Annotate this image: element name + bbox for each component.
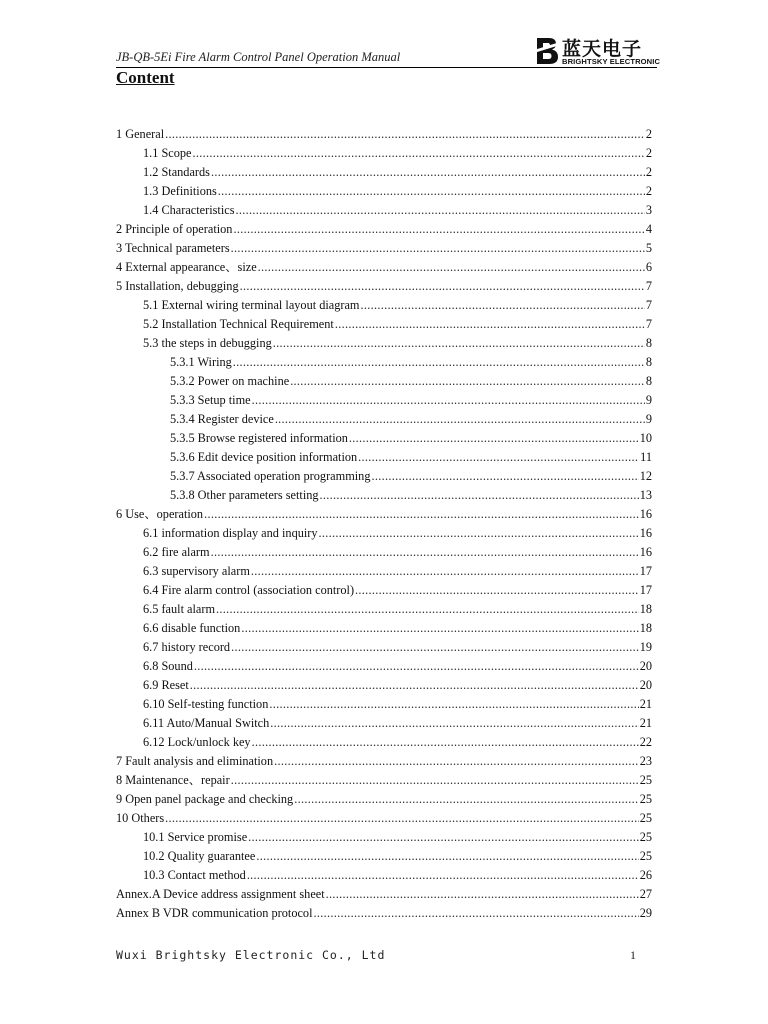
toc-dot-leader: [233, 220, 644, 239]
toc-entry-label: 5.3.4 Register device: [170, 412, 274, 426]
toc-dot-leader: [314, 904, 639, 923]
toc-entry-label: 2 Principle of operation: [116, 222, 233, 236]
toc-entry-page: 20: [639, 678, 652, 692]
toc-entry-label: 6.9 Reset: [143, 678, 189, 692]
toc-entry-page: 7: [645, 298, 652, 312]
toc-entry-label: 5.3.7 Associated operation programming: [170, 469, 371, 483]
toc-entry[interactable]: [116, 391, 652, 410]
toc-entry[interactable]: [116, 277, 652, 296]
toc-entry[interactable]: [116, 771, 652, 790]
toc-dot-leader: [190, 676, 639, 695]
toc-entry-label: Annex.A Device address assignment sheet: [116, 887, 325, 901]
toc-entry-page: 13: [639, 488, 652, 502]
toc-dot-leader: [274, 752, 639, 771]
toc-dot-leader: [290, 372, 645, 391]
toc-entry-label: 6 Use、operation: [116, 507, 204, 521]
toc-entry-label: 1.2 Standards: [143, 165, 210, 179]
toc-entry[interactable]: [116, 258, 652, 277]
toc-entry-page: 2: [645, 127, 652, 141]
toc-entry[interactable]: [116, 828, 652, 847]
toc-entry-page: 19: [639, 640, 652, 654]
toc-dot-leader: [335, 315, 645, 334]
toc-dot-leader: [273, 334, 645, 353]
toc-entry-page: 9: [645, 412, 652, 426]
toc-entry-page: 8: [645, 374, 652, 388]
toc-entry[interactable]: [116, 638, 652, 657]
toc-entry-label: 9 Open panel package and checking: [116, 792, 294, 806]
toc-entry-label: 6.4 Fire alarm control (association control): [143, 583, 355, 597]
toc-entry-label: 5.3.3 Setup time: [170, 393, 251, 407]
toc-entry-page: 25: [639, 849, 652, 863]
toc-entry[interactable]: [116, 524, 652, 543]
toc-dot-leader: [270, 714, 638, 733]
toc-dot-leader: [248, 828, 639, 847]
toc-entry-page: 22: [639, 735, 652, 749]
toc-dot-leader: [294, 790, 639, 809]
toc-entry[interactable]: [116, 486, 652, 505]
toc-entry-page: 16: [639, 545, 652, 559]
brightsky-logo-icon: [534, 36, 560, 66]
toc-dot-leader: [165, 125, 645, 144]
toc-entry[interactable]: [116, 467, 652, 486]
toc-entry[interactable]: [116, 125, 652, 144]
toc-entry[interactable]: [116, 201, 652, 220]
brand-logo: [534, 35, 661, 69]
toc-dot-leader: [326, 885, 639, 904]
toc-entry-label: 3 Technical parameters: [116, 241, 230, 255]
toc-entry-label: 6.5 fault alarm: [143, 602, 216, 616]
toc-entry-page: 3: [645, 203, 652, 217]
toc-entry-page: 16: [639, 526, 652, 540]
toc-entry-label: 5.3.6 Edit device position information: [170, 450, 358, 464]
toc-entry[interactable]: [116, 429, 652, 448]
toc-entry-page: 27: [639, 887, 652, 901]
toc-entry-label: 8 Maintenance、repair: [116, 773, 230, 787]
toc-entry[interactable]: [116, 904, 652, 923]
toc-entry-page: 7: [645, 317, 652, 331]
toc-entry[interactable]: [116, 163, 652, 182]
toc-dot-leader: [252, 733, 639, 752]
toc-dot-leader: [193, 144, 645, 163]
toc-entry-page: 21: [639, 697, 652, 711]
toc-entry-page: 23: [639, 754, 652, 768]
toc-entry-label: 4 External appearance、size: [116, 260, 257, 274]
toc-entry[interactable]: [116, 657, 652, 676]
toc-entry-label: 6.2 fire alarm: [143, 545, 210, 559]
toc-entry[interactable]: [116, 334, 652, 353]
toc-dot-leader: [275, 410, 645, 429]
toc-dot-leader: [355, 581, 639, 600]
toc-dot-leader: [358, 448, 639, 467]
toc-dot-leader: [361, 296, 645, 315]
toc-entry-label: 1 General: [116, 127, 165, 141]
toc-entry-page: 2: [645, 165, 652, 179]
toc-entry-label: 10 Others: [116, 811, 165, 825]
toc-entry-label: 6.8 Sound: [143, 659, 193, 673]
toc-entry-label: Annex B VDR communication protocol: [116, 906, 313, 920]
toc-entry-page: 29: [639, 906, 652, 920]
toc-entry-label: 5.3.1 Wiring: [170, 355, 232, 369]
toc-entry-label: 10.1 Service promise: [143, 830, 248, 844]
toc-entry-page: 26: [639, 868, 652, 882]
toc-entry-label: 7 Fault analysis and elimination: [116, 754, 274, 768]
logo-english-text: BRIGHTSKY ELECTRONIC: [562, 57, 661, 66]
toc-entry-label: 6.7 history record: [143, 640, 231, 654]
toc-entry-label: 5.3 the steps in debugging: [143, 336, 272, 350]
toc-entry-page: 18: [639, 602, 652, 616]
toc-entry[interactable]: [116, 562, 652, 581]
toc-entry-label: 6.1 information display and inquiry: [143, 526, 318, 540]
toc-entry[interactable]: [116, 410, 652, 429]
toc-dot-leader: [256, 847, 638, 866]
toc-entry-page: 8: [645, 336, 652, 350]
toc-entry-label: 5.3.2 Power on machine: [170, 374, 290, 388]
toc-entry-label: 5.1 External wiring terminal layout diagram: [143, 298, 360, 312]
toc-entry[interactable]: [116, 448, 652, 467]
toc-dot-leader: [320, 486, 639, 505]
toc-entry[interactable]: [116, 695, 652, 714]
table-of-contents: [116, 125, 652, 923]
toc-entry-label: 1.4 Characteristics: [143, 203, 235, 217]
toc-entry-label: 1.3 Definitions: [143, 184, 217, 198]
toc-entry[interactable]: [116, 315, 652, 334]
toc-entry-label: 5 Installation, debugging: [116, 279, 239, 293]
toc-dot-leader: [231, 239, 645, 258]
toc-entry-label: 5.3.5 Browse registered information: [170, 431, 348, 445]
toc-dot-leader: [216, 600, 639, 619]
page-title: Content: [116, 68, 175, 87]
toc-dot-leader: [241, 619, 638, 638]
toc-entry[interactable]: [116, 505, 652, 524]
toc-entry[interactable]: [116, 809, 652, 828]
toc-dot-leader: [349, 429, 639, 448]
toc-entry-label: 10.3 Contact method: [143, 868, 246, 882]
toc-dot-leader: [204, 505, 639, 524]
toc-dot-leader: [211, 543, 639, 562]
toc-entry-page: 6: [645, 260, 652, 274]
toc-entry-page: 25: [639, 792, 652, 806]
toc-dot-leader: [218, 182, 645, 201]
toc-entry[interactable]: [116, 182, 652, 201]
toc-entry-label: 6.6 disable function: [143, 621, 241, 635]
toc-entry[interactable]: [116, 144, 652, 163]
footer-page-number: 1: [630, 948, 636, 962]
toc-dot-leader: [247, 866, 639, 885]
toc-entry-page: 12: [639, 469, 652, 483]
toc-entry[interactable]: [116, 543, 652, 562]
toc-entry-page: 25: [639, 773, 652, 787]
toc-entry-label: 6.12 Lock/unlock key: [143, 735, 251, 749]
toc-entry-page: 25: [639, 811, 652, 825]
toc-dot-leader: [251, 562, 639, 581]
toc-dot-leader: [165, 809, 639, 828]
toc-entry-page: 18: [639, 621, 652, 635]
toc-entry[interactable]: [116, 619, 652, 638]
toc-entry-page: 4: [645, 222, 652, 236]
toc-dot-leader: [240, 277, 645, 296]
toc-entry-label: 6.11 Auto/Manual Switch: [143, 716, 270, 730]
toc-dot-leader: [252, 391, 645, 410]
toc-entry[interactable]: [116, 790, 652, 809]
toc-entry-label: 6.3 supervisory alarm: [143, 564, 250, 578]
toc-entry-page: 20: [639, 659, 652, 673]
toc-entry-page: 2: [645, 146, 652, 160]
toc-entry-page: 8: [645, 355, 652, 369]
toc-entry[interactable]: [116, 372, 652, 391]
toc-entry-page: 5: [645, 241, 652, 255]
toc-entry-page: 21: [639, 716, 652, 730]
toc-dot-leader: [319, 524, 639, 543]
toc-entry[interactable]: [116, 353, 652, 372]
toc-entry-label: 6.10 Self-testing function: [143, 697, 269, 711]
toc-entry[interactable]: [116, 847, 652, 866]
toc-entry-label: 10.2 Quality guarantee: [143, 849, 256, 863]
toc-entry-label: 5.3.8 Other parameters setting: [170, 488, 319, 502]
toc-dot-leader: [236, 201, 645, 220]
toc-dot-leader: [231, 638, 639, 657]
toc-entry[interactable]: [116, 885, 652, 904]
toc-entry-page: 17: [639, 583, 652, 597]
toc-entry-page: 11: [640, 450, 652, 464]
toc-entry[interactable]: [116, 581, 652, 600]
toc-dot-leader: [269, 695, 638, 714]
toc-entry[interactable]: [116, 714, 652, 733]
toc-entry-page: 10: [639, 431, 652, 445]
toc-entry[interactable]: [116, 752, 652, 771]
toc-entry-page: 25: [639, 830, 652, 844]
toc-dot-leader: [371, 467, 638, 486]
toc-entry-page: 2: [645, 184, 652, 198]
toc-dot-leader: [231, 771, 639, 790]
header-divider: [116, 67, 657, 68]
toc-entry[interactable]: [116, 239, 652, 258]
toc-entry-label: 1.1 Scope: [143, 146, 192, 160]
toc-entry-page: 17: [639, 564, 652, 578]
logo-chinese-text: 蓝天电子: [562, 38, 643, 60]
toc-dot-leader: [258, 258, 645, 277]
toc-entry-page: 9: [645, 393, 652, 407]
toc-entry[interactable]: [116, 733, 652, 752]
toc-entry[interactable]: [116, 600, 652, 619]
footer-company-name: Wuxi Brightsky Electronic Co., Ltd: [116, 948, 386, 962]
running-header-title: JB-QB-5Ei Fire Alarm Control Panel Operation Manual: [116, 50, 401, 64]
toc-entry[interactable]: [116, 220, 652, 239]
toc-dot-leader: [233, 353, 645, 372]
toc-dot-leader: [194, 657, 639, 676]
toc-dot-leader: [211, 163, 645, 182]
toc-entry-page: 7: [645, 279, 652, 293]
toc-entry[interactable]: [116, 296, 652, 315]
toc-entry[interactable]: [116, 866, 652, 885]
toc-entry-page: 16: [639, 507, 652, 521]
toc-entry[interactable]: [116, 676, 652, 695]
toc-entry-label: 5.2 Installation Technical Requirement: [143, 317, 334, 331]
